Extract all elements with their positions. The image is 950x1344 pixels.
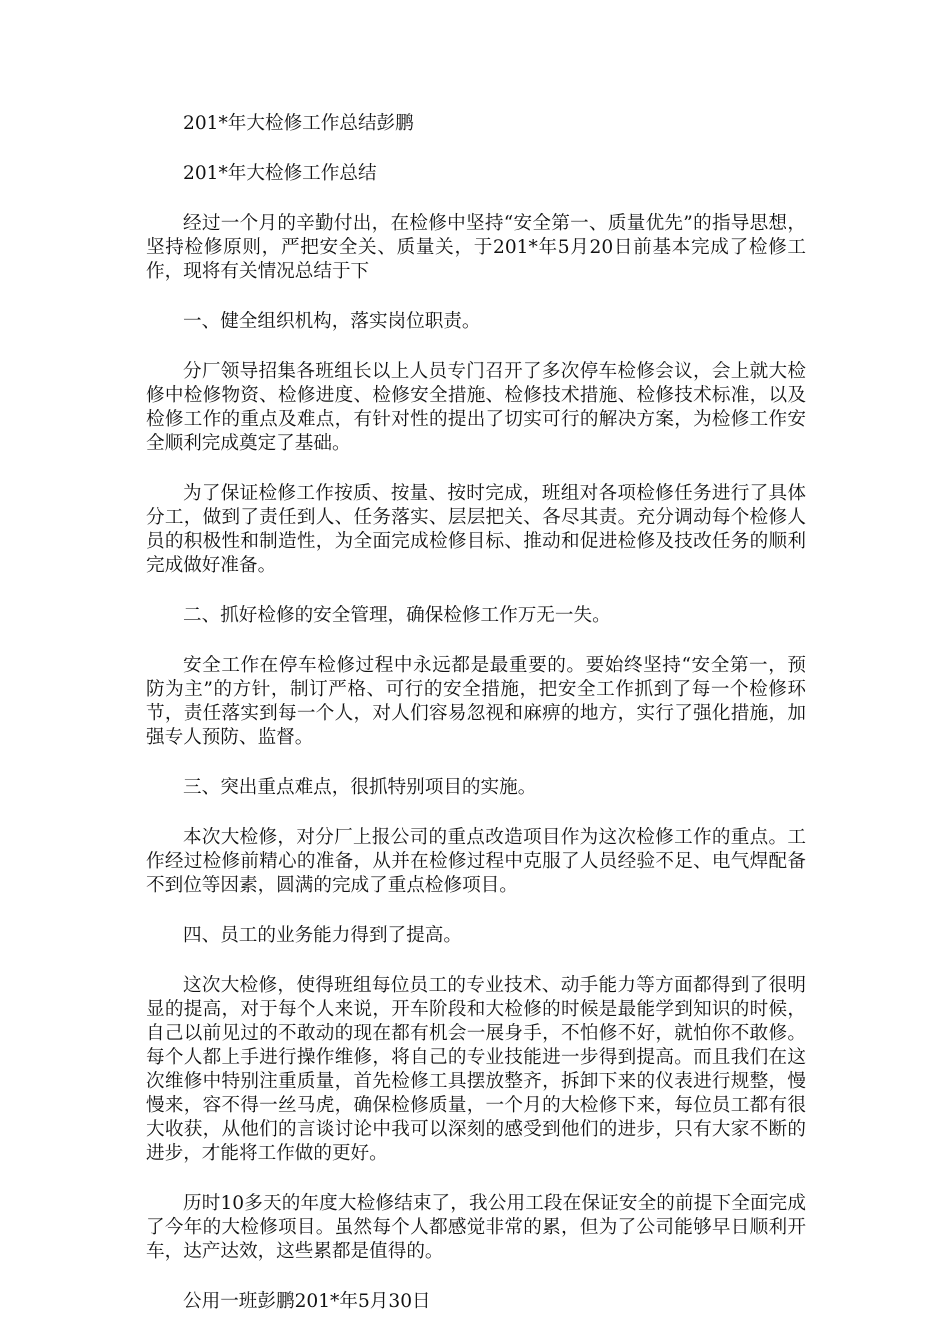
section-heading-2: 二、抓好检修的安全管理，确保检修工作万无一失。 [183,605,611,626]
paragraph-conclusion: 历时10多天的年度大检修结束了，我公用工段在保证安全的前提下全面完成了今年的大检修项目。虽然每个人都感觉非常的累，但为了公司能够早日顺利开车，达产达效，这些累都是值得的。 [146,1193,806,1262]
document-subtitle: 201*年大检修工作总结 [183,163,377,184]
paragraph-intro: 经过一个月的辛勤付出，在检修中坚持“安全第一、质量优先”的指导思想，坚持检修原则，严把安全关、质量关，于201*年5月20日前基本完成了检修工作，现将有关情况总结于下 [146,213,806,282]
section-heading-4: 四、员工的业务能力得到了提高。 [183,925,462,946]
paragraph-organization: 分厂领导招集各班组长以上人员专门召开了多次停车检修会议，会上就大检修中检修物资、检修进度、检修安全措施、检修技术措施、检修技术标准，以及检修工作的重点及难点，有针对性的提出了切实可行的解决方案，为检修工作安全顺利完成奠定了基础。 [146,361,806,454]
document-page [146,112,806,1340]
paragraph-division-of-work: 为了保证检修工作按质、按量、按时完成，班组对各项检修任务进行了具体分工，做到了责任到人、任务落实、层层把关、各尽其责。充分调动每个检修人员的积极性和制造性，为全面完成检修目标、推动和促进检修及技改任务的顺利完成做好准备。 [146,483,806,576]
document-title: 201*年大检修工作总结彭鹏 [183,113,414,134]
section-heading-3: 三、突出重点难点，很抓特别项目的实施。 [183,777,537,798]
signature-line: 公用一班彭鹏201*年5月30日 [183,1291,431,1312]
paragraph-key-projects: 本次大检修，对分厂上报公司的重点改造项目作为这次检修工作的重点。工作经过检修前精心的准备，从并在检修过程中克服了人员经验不足、电气焊配备不到位等因素，圆满的完成了重点检修项目。 [146,827,806,896]
paragraph-skills: 这次大检修，使得班组每位员工的专业技术、动手能力等方面都得到了很明显的提高，对于每个人来说，开车阶段和大检修的时候是最能学到知识的时候，自己以前见过的不敢动的现在都有机会一展身手，不怕修不好，就怕你不敢修。每个人都上手进行操作维修，将自己的专业技能进一步得到提高。而且我们在这次维修中特别注重质量，首先检修工具摆放整齐，拆卸下来的仪表进行规整，慢慢来，容不得一丝马虎，确保检修质量，一个月的大检修下来，每位员工都有很大收获，从他们的言谈讨论中我可以深刻的感受到他们的进步，只有大家不断的进步，才能将工作做的更好。 [146,975,806,1164]
section-heading-1: 一、健全组织机构，落实岗位职责。 [183,311,481,332]
paragraph-safety: 安全工作在停车检修过程中永远都是最重要的。要始终坚持“安全第一，预防为主”的方针，制订严格、可行的安全措施，把安全工作抓到了每一个检修环节，责任落实到每一个人，对人们容易忽视和麻痹的地方，实行了强化措施，加强专人预防、监督。 [146,655,806,748]
